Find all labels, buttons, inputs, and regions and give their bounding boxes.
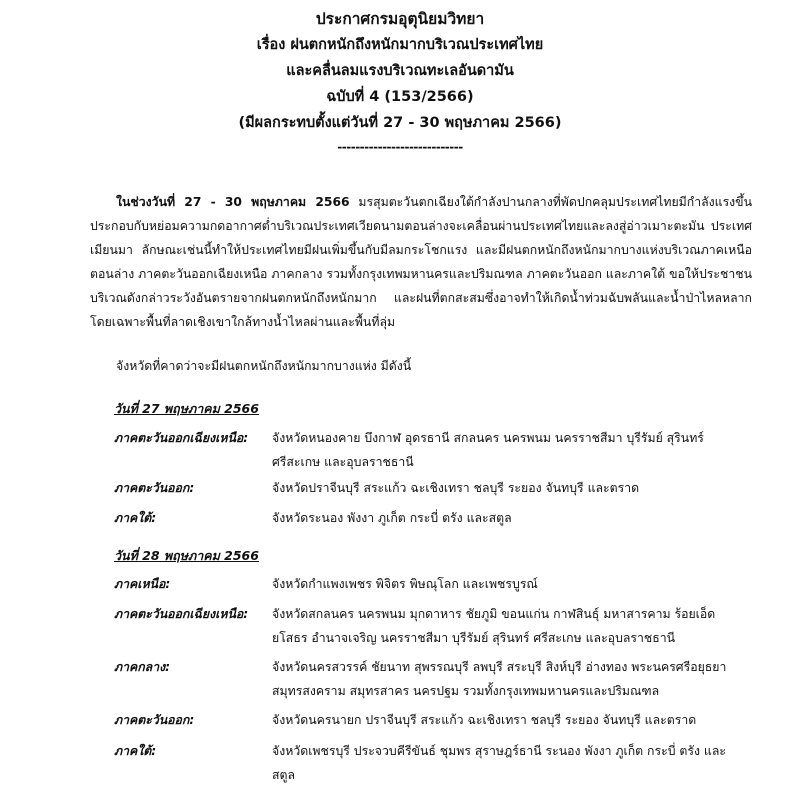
provinces-intro: จังหวัดที่คาดว่าจะมีฝนตกหนักถึงหนักมากบางแห่ง มีดังนี้: [116, 359, 412, 373]
region-name: ภาคเหนือ:: [114, 577, 171, 591]
region-name: ภาคตะวันออก:: [114, 713, 195, 727]
announcement-effective-dates: (มีผลกระทบตั้งแต่วันที่ 27 - 30 พฤษภาคม 2566): [238, 115, 562, 131]
region-provinces: จังหวัดนครนายก ปราจีนบุรี สระแก้ว ฉะเชิงเทรา ชลบุรี ระยอง จันทบุรี และตราด: [272, 713, 697, 727]
announcement-body-paragraph: [90, 190, 752, 334]
region-provinces: จังหวัดปราจีนบุรี สระแก้ว ฉะเชิงเทรา ชลบุรี ระยอง จันทบุรี และตราด: [272, 481, 640, 495]
header-divider: ----------------------------: [337, 140, 463, 154]
body-text: มรสุมตะวันตกเฉียงใต้กำลังปานกลางที่พัดปกคลุมประเทศไทยมีกำลังแรงขึ้น ประกอบกับหย่อมความกดอากาศต่ำบริเวณประเทศเวียดนามตอนล่างจะเคลื่อนผ่านประเทศไทยและลงสู่อ่าวเมาะตะมัน ประเทศเมียนมา ลักษณะเช่นนี้ทำให้ประเทศไทยมีฝนเพิ่มขึ้นกับมีลมกระโชกแรง และมีฝนตกหนักถึงหนักมากบางแห่งบริเวณภาคเหนือตอนล่าง ภาคตะวันออกเฉียงเหนือ ภาคกลาง รวมทั้งกรุงเทพมหานครและปริมณฑล ภาคตะวันออก และภาคใต้ ขอให้ประชาชนบริเวณดังกล่าวระวังอันตรายจากฝนตกหนักถึงหนักมาก และฝนที่ตกสะสมซึ่งอาจทำให้เกิดน้ำท่วมฉับพลันและน้ำป่าไหลหลาก โดยเฉพาะพื้นที่ลาดเชิงเขาใกล้ทางน้ำไหลผ่านและพื้นที่ลุ่ม: [90, 195, 752, 329]
day-heading-27: วันที่ 27 พฤษภาคม 2566: [114, 401, 259, 416]
announcement-subject: เรื่อง ฝนตกหนักถึงหนักมากบริเวณประเทศไทย: [256, 37, 544, 53]
region-provinces: จังหวัดเพชรบุรี ประจวบคีรีขันธ์ ชุมพร สุราษฎร์ธานี ระนอง พังงา ภูเก็ต กระบี่ ตรัง และสตูล: [272, 744, 726, 782]
region-provinces: จังหวัดสกลนคร นครพนม มุกดาหาร ชัยภูมิ ขอนแก่น กาฬสินธุ์ มหาสารคาม ร้อยเอ็ด ยโสธร อำนาจเจริญ นครราชสีมา บุรีรัมย์ สุรินทร์ ศรีสะเกษ และอุบลราชธานี: [272, 607, 716, 645]
region-name: ภาคใต้:: [114, 511, 157, 525]
announcement-header: [0, 6, 800, 158]
body-lead-dates: ในช่วงวันที่ 27 - 30 พฤษภาคม 2566: [116, 195, 350, 209]
region-provinces: จังหวัดระนอง พังงา ภูเก็ต กระบี่ ตรัง และสตูล: [272, 511, 512, 525]
day-heading-28: วันที่ 28 พฤษภาคม 2566: [114, 548, 259, 563]
region-provinces: จังหวัดนครสวรรค์ ชัยนาท สุพรรณบุรี ลพบุรี สระบุรี สิงห์บุรี อ่างทอง พระนครศรีอยุธยา สมุทรสงคราม สมุทรสาคร นครปฐม รวมทั้งกรุงเทพมหานครและปริมณฑล: [272, 660, 727, 698]
region-name: ภาคกลาง:: [114, 660, 171, 674]
region-provinces: จังหวัดหนองคาย บึงกาฬ อุดรธานี สกลนคร นครพนม นครราชสีมา บุรีรัมย์ สุรินทร์ ศรีสะเกษ และอุบลราชธานี: [272, 431, 704, 469]
announcement-org-title: ประกาศกรมอุตุนิยมวิทยา: [315, 10, 485, 28]
region-provinces: จังหวัดกำแพงเพชร พิจิตร พิษณุโลก และเพชรบูรณ์: [272, 577, 538, 591]
region-name: ภาคตะวันออก:: [114, 481, 195, 495]
region-name: ภาคตะวันออกเฉียงเหนือ:: [114, 607, 249, 621]
region-name: ภาคตะวันออกเฉียงเหนือ:: [114, 431, 249, 445]
region-name: ภาคใต้:: [114, 744, 157, 758]
announcement-subject-line2: และคลื่นลมแรงบริเวณทะเลอันดามัน: [286, 63, 514, 79]
announcement-issue-number: ฉบับที่ 4 (153/2566): [326, 89, 474, 105]
